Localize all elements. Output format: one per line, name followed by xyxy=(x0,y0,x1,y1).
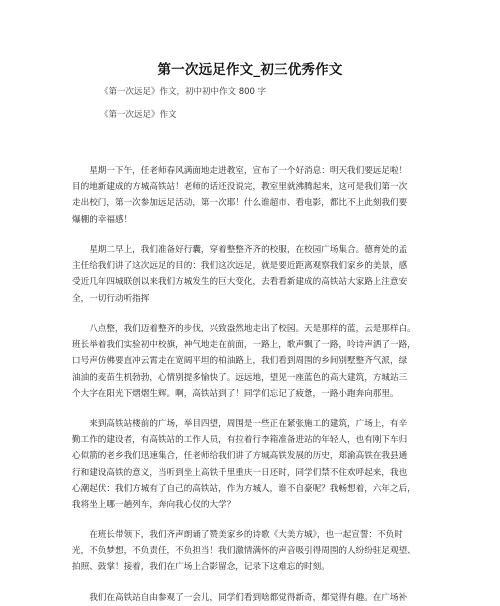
paragraph-line: 口号声仿佛要直冲云霄走在宽阔平坦的柏油路上，我们看到周围的乡间别墅整齐气派，绿 xyxy=(72,356,408,367)
paragraph-line: 我们在高铁站自由参观了一会儿，同学们看到啥都觉得新奇，都觉得有趣。在广场补 xyxy=(72,593,408,603)
paragraph-line: 心似箭的老乡我们迅速集合，任老师给我们讲了方城高铁发展的历史，郑渝高铁在我县通 xyxy=(72,451,408,462)
paragraph-line: 八点整，我们迈着整齐的步伐，兴致盎然地走出了校园。天是那样的蓝，云是那样白。 xyxy=(72,324,416,334)
paragraph-line: 爆棚的幸福感！ xyxy=(72,214,133,225)
paragraph-line: 在班长带领下，我们齐声朗诵了赞美家乡的诗歌《大美方城》，也一起宣誓：不负时 xyxy=(72,530,403,540)
paragraph-line: 个大字在阳光下熠熠生辉。啊，高铁站到了！同学们忘记了疲惫，一路小跑奔向那里。 xyxy=(72,388,399,399)
paragraph xyxy=(72,321,430,402)
paragraph-line: 来到高铁站楼前的广场，举目四望，周围是一些正在紧张施工的建筑，广场上，有辛 xyxy=(72,419,408,429)
paragraph xyxy=(72,416,430,513)
paragraph-line: 全，一切行动听指挥 xyxy=(72,293,150,304)
paragraph-line: 班长举着我们实验初中校旗，神气地走在前面，一路上，歌声飘了一路，呤诗声洒了一路， xyxy=(72,340,416,351)
document-meta-line: 《第一次远足》作文，初中初中作文 800 字 xyxy=(100,87,267,97)
paragraph-line: 油油的麦苗生机勃勃，心情别提多愉快了。远远地，望见一座蓝色的高大建筑，方城站三 xyxy=(72,372,408,383)
paragraph-line: 心潮起伏：我们方城有了自己的高铁站，作为方城人，谁不自豪呢？我畅想着，六年之后， xyxy=(72,483,416,494)
document-title: 第一次远足作文_初三优秀作文 xyxy=(157,62,343,78)
paragraph-line: 走出校门，第一次参加远足活动，第一次耶！什么谁超市、看电影，都比不上此刻我们要 xyxy=(72,198,408,209)
paragraph xyxy=(72,242,430,307)
document-meta-line: 《第一次远足》作文 xyxy=(100,110,177,120)
paragraph-line: 我将坐上哪一趟列车，奔向我心仪的大学？ xyxy=(72,500,236,511)
paragraph-line: 光，不负梦想，不负责任，不负担当！我们激情满怀的声音吸引得周围的人纷纷驻足观望、 xyxy=(72,546,416,557)
paragraph-line: 主任给我们讲了这次远足的目的：我们这次远足，就是要近距离观察我们家乡的美景，感 xyxy=(72,261,408,272)
paragraph-line: 星期一下午，任老师春风满面地走进教室，宣布了一个好消息：明天我们要远足啦！ xyxy=(72,166,408,176)
paragraph-line: 受近几年四城联创以来我们方城发生的巨大变化，去看看新建成的高铁站大家路上注意安 xyxy=(72,277,408,288)
paragraph-line: 拍照、鼓掌！接着，我们在广场上合影留念，记录下这难忘的时刻。 xyxy=(72,562,330,573)
paragraph-line: 勤工作的建设者，有高铁站的工作人员，有拉着行李箱准备进站的年轻人，也有刚下车归 xyxy=(72,435,408,446)
paragraph xyxy=(72,527,430,576)
paragraph-line: 星期二早上，我们准备好行囊，穿着整整齐齐的校服，在校园广场集合。德育处的孟 xyxy=(72,245,408,255)
paragraph xyxy=(72,163,430,228)
paragraph-line: 目的地新建成的方城高铁站！老师的话还没说完，教室里就沸腾起来，这可是我们第一次 xyxy=(72,182,408,193)
paragraph-line: 行和建设高铁的意义，当听到坐上高铁千里重庆一日还时，同学们禁不住欢呼起来，我也 xyxy=(72,467,408,478)
paragraph xyxy=(72,590,430,606)
